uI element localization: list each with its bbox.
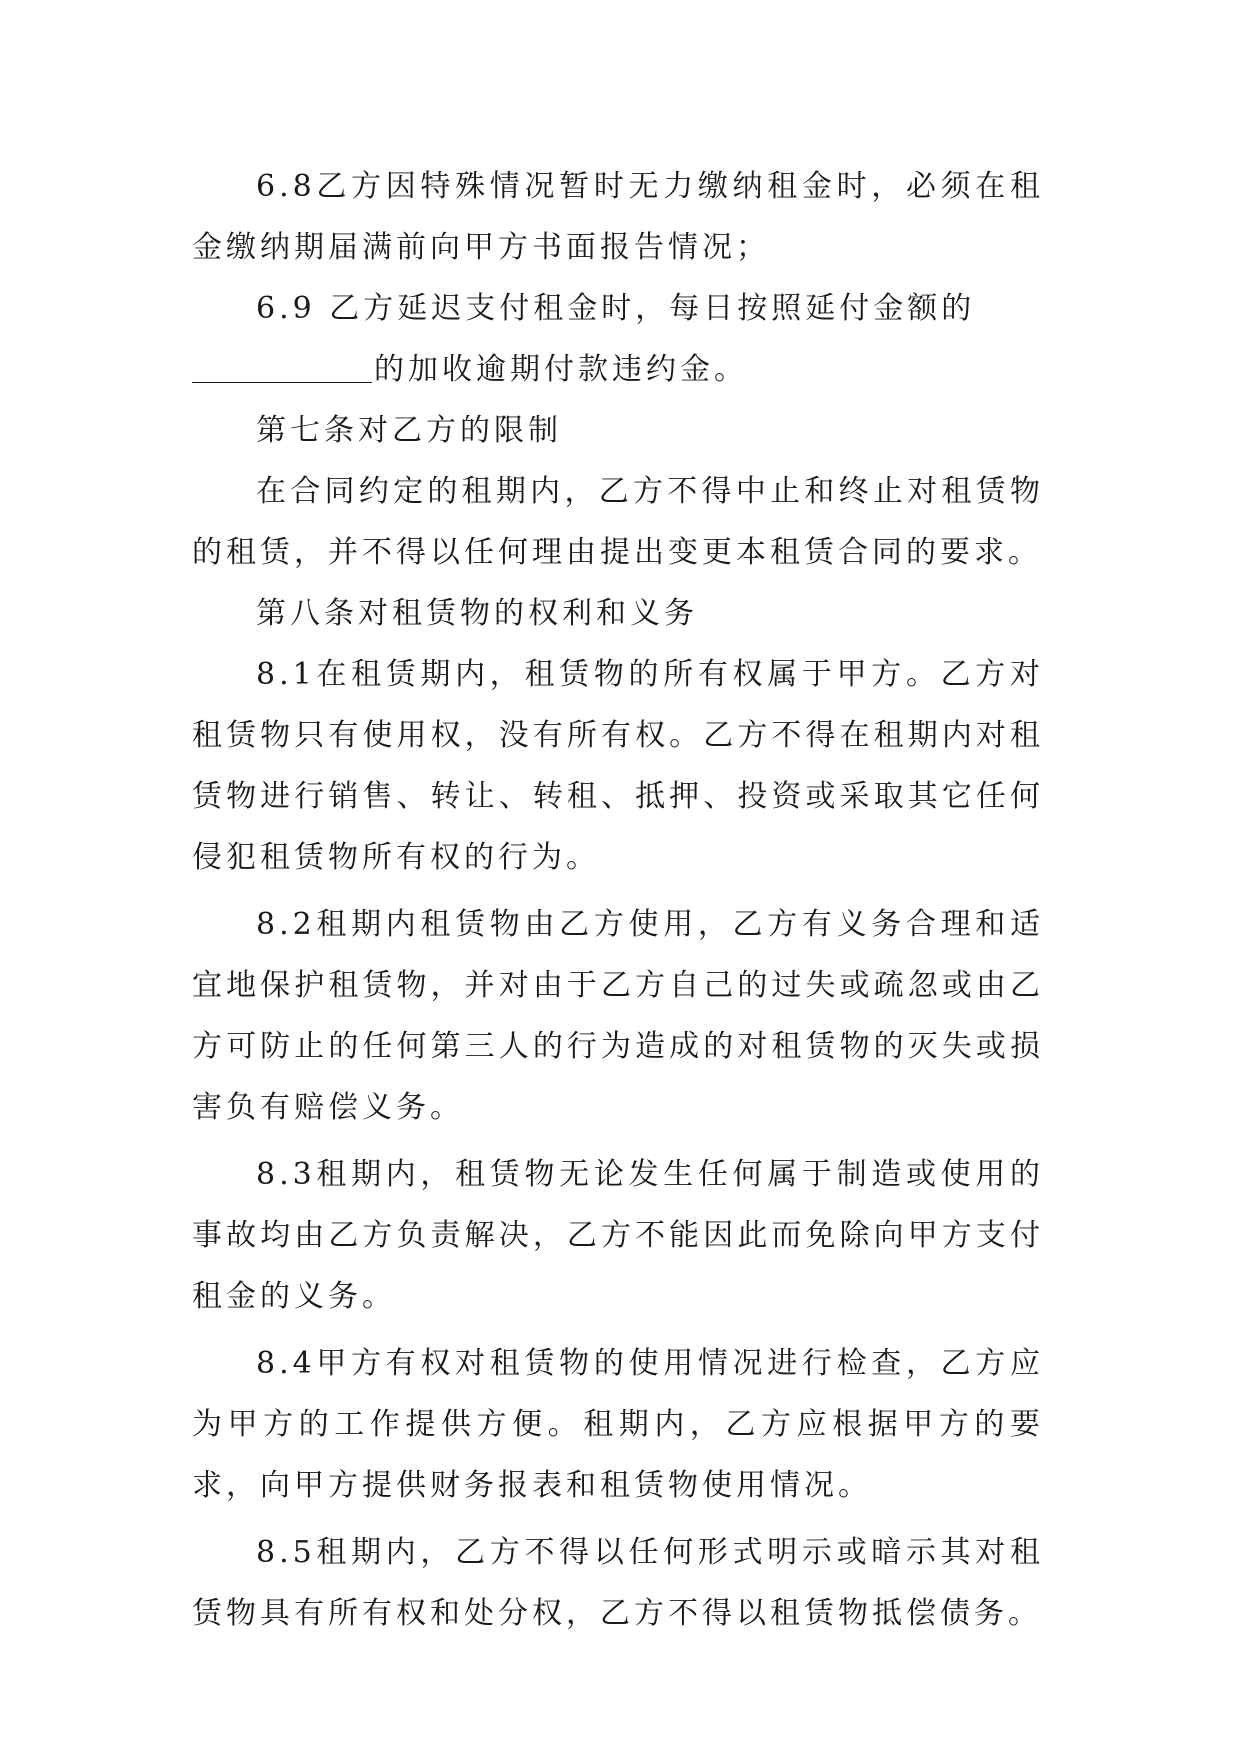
paragraph-8-5: 8.5租期内，乙方不得以任何形式明示或暗示其对租赁物具有所有权和处分权，乙方不得以租赁物抵偿债务。 [192,1535,1044,1631]
article-7-heading: 第七条对乙方的限制 [256,413,562,448]
paragraph-6-9 [192,278,1044,400]
article-8-heading: 第八条对租赁物的权利和义务 [256,596,698,631]
paragraph-8-2: 8.2租期内租赁物由乙方使用，乙方有义务合理和适宜地保护租赁物，并对由于乙方自己的过失或疏忽或由乙方可防止的任何第三人的行为造成的对租赁物的灭失或损害负有赔偿义务。 [192,907,1044,1125]
paragraph-8-3: 8.3租期内，租赁物无论发生任何属于制造或使用的事故均由乙方负责解决，乙方不能因此而免除向甲方支付租金的义务。 [192,1157,1044,1314]
document-body [192,156,1044,1644]
paragraph-8-1: 8.1在租赁期内，租赁物的所有权属于甲方。乙方对租赁物只有使用权，没有所有权。乙方不得在租期内对租赁物进行销售、转让、转租、抵押、投资或采取其它任何侵犯租赁物所有权的行为。 [192,657,1044,875]
fill-in-blank [192,381,372,383]
paragraph-8-4: 8.4甲方有权对租赁物的使用情况进行检查，乙方应为甲方的工作提供方便。租期内，乙方应根据甲方的要求，向甲方提供财务报表和租赁物使用情况。 [192,1346,1044,1503]
paragraph-6-9-tail: 的加收逾期付款违约金。 [374,352,748,387]
paragraph-6-8: 6.8乙方因特殊情况暂时无力缴纳租金时，必须在租金缴纳期届满前向甲方书面报告情况； [192,169,1044,265]
article-7-body: 在合同约定的租期内，乙方不得中止和终止对租赁物的租赁，并不得以任何理由提出变更本租赁合同的要求。 [192,474,1044,570]
paragraph-6-9-text: 6.9 乙方延迟支付租金时，每日按照延付金额的 [256,291,976,326]
